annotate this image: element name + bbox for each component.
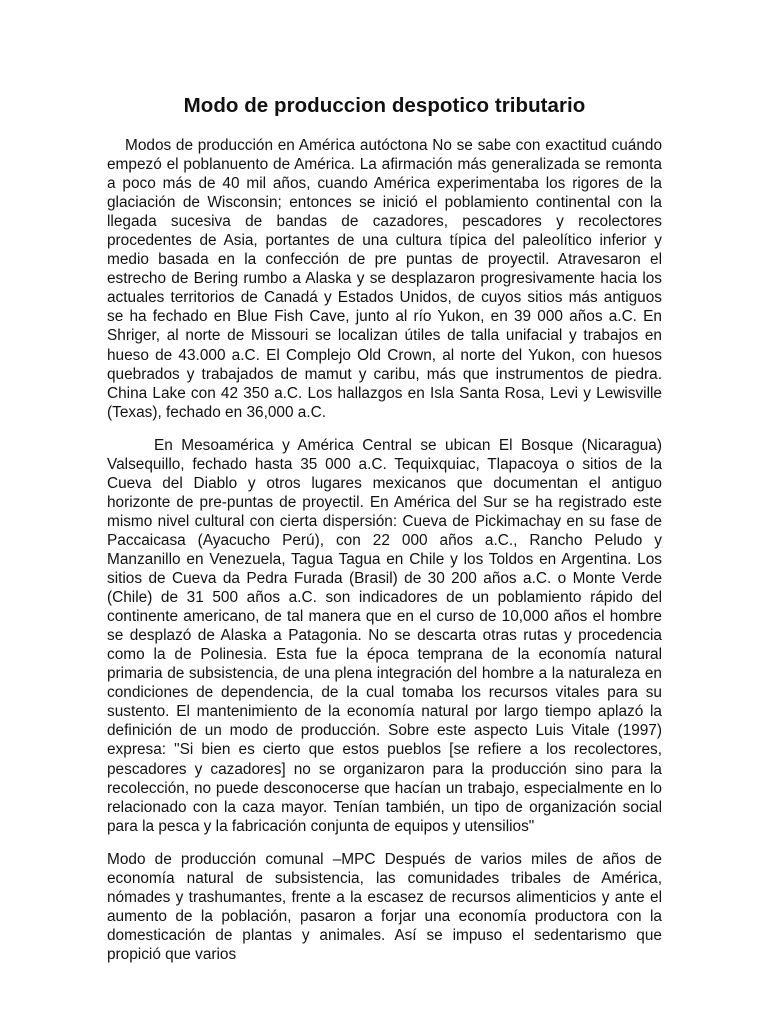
document-title: Modo de produccion despotico tributario — [183, 94, 586, 117]
paragraph-2: En Mesoamérica y América Central se ubican El Bosque (Nicaragua) Valsequillo, fechado hasta 35 000 a.C. Tequixquiac, Tlapacoya o sitios de la Cueva del Diablo y otros lugares mexicanos que documentan el antiguo horizonte de pre-puntas de proyectil. En América del Sur se ha registrado este mismo nivel cultural con cierta dispersión: Cueva de Pickimachay en su fase de Paccaicasa (Ayacucho Perú), con 22 000 años a.C., Rancho Peludo y Manzanillo en Venezuela, Tagua Tagua en Chile y los Toldos en Argentina. Los sitios de Cueva da Pedra Furada (Brasil) de 30 200 años a.C. o Monte Verde (Chile) de 31 500 años a.C. son indicadores de un poblamiento rápido del continente americano, de tal manera que en el curso de 10,000 años el hombre se desplazó de Alaska a Patagonia. No se descarta otras rutas y procedencia como la de Polinesia. Esta fue la época temprana de la economía natural primaria de subsistencia, de una plena integración del hombre a la naturaleza en condiciones de dependencia, de la cual tomaba los recursos vitales para su sustento. El mantenimiento de la economía natural por largo tiempo aplazó la definición de un modo de producción. Sobre este aspecto Luis Vitale (1997) expresa: "Si bien es cierto que estos pueblos [se refiere a los recolectores, pescadores y cazadores] no se organizaron para la producción sino para la recolección, no puede desconocerse que hacían un trabajo, especialmente en lo relacionado con la caza mayor. Tenían también, un tipo de organización social para la pesca y la fabricación conjunta de equipos y utensilios" — [107, 436, 662, 835]
document-page — [107, 94, 662, 978]
paragraph-3: Modo de producción comunal –MPC Después de varios miles de años de economía natural de subsistencia, las comunidades tribales de América, nómades y trashumantes, frente a la escasez de recursos alimenticios y ante el aumento de la población, pasaron a forjar una economía productora con la domesticación de plantas y animales. Así se impuso el sedentarismo que propició que varios — [107, 850, 662, 963]
paragraph-1: Modos de producción en América autóctona No se sabe con exactitud cuándo empezó el poblanuento de América. La afirmación más generalizada se remonta a poco más de 40 mil años, cuando América experimentaba los rigores de la glaciación de Wisconsin; entonces se inició el poblamiento continental con la llegada sucesiva de bandas de cazadores, pescadores y recolectores procedentes de Asia, portantes de una cultura típica del paleolítico inferior y medio basada en la confección de pre puntas de proyectil. Atravesaron el estrecho de Bering rumbo a Alaska y se desplazaron progresivamente hacia los actuales territorios de Canadá y Estados Unidos, de cuyos sitios más antiguos se ha fechado en Blue Fish Cave, junto al río Yukon, en 39 000 años a.C. En Shriger, al norte de Missouri se localizan útiles de talla unifacial y trabajos en hueso de 43.000 a.C. El Complejo Old Crown, al norte del Yukon, con huesos quebrados y trabajados de mamut y caribu, más que instrumentos de piedra. China Lake con 42 350 a.C. Los hallazgos en Isla Santa Rosa, Levi y Lewisville (Texas), fechado en 36,000 a.C. — [107, 137, 662, 421]
